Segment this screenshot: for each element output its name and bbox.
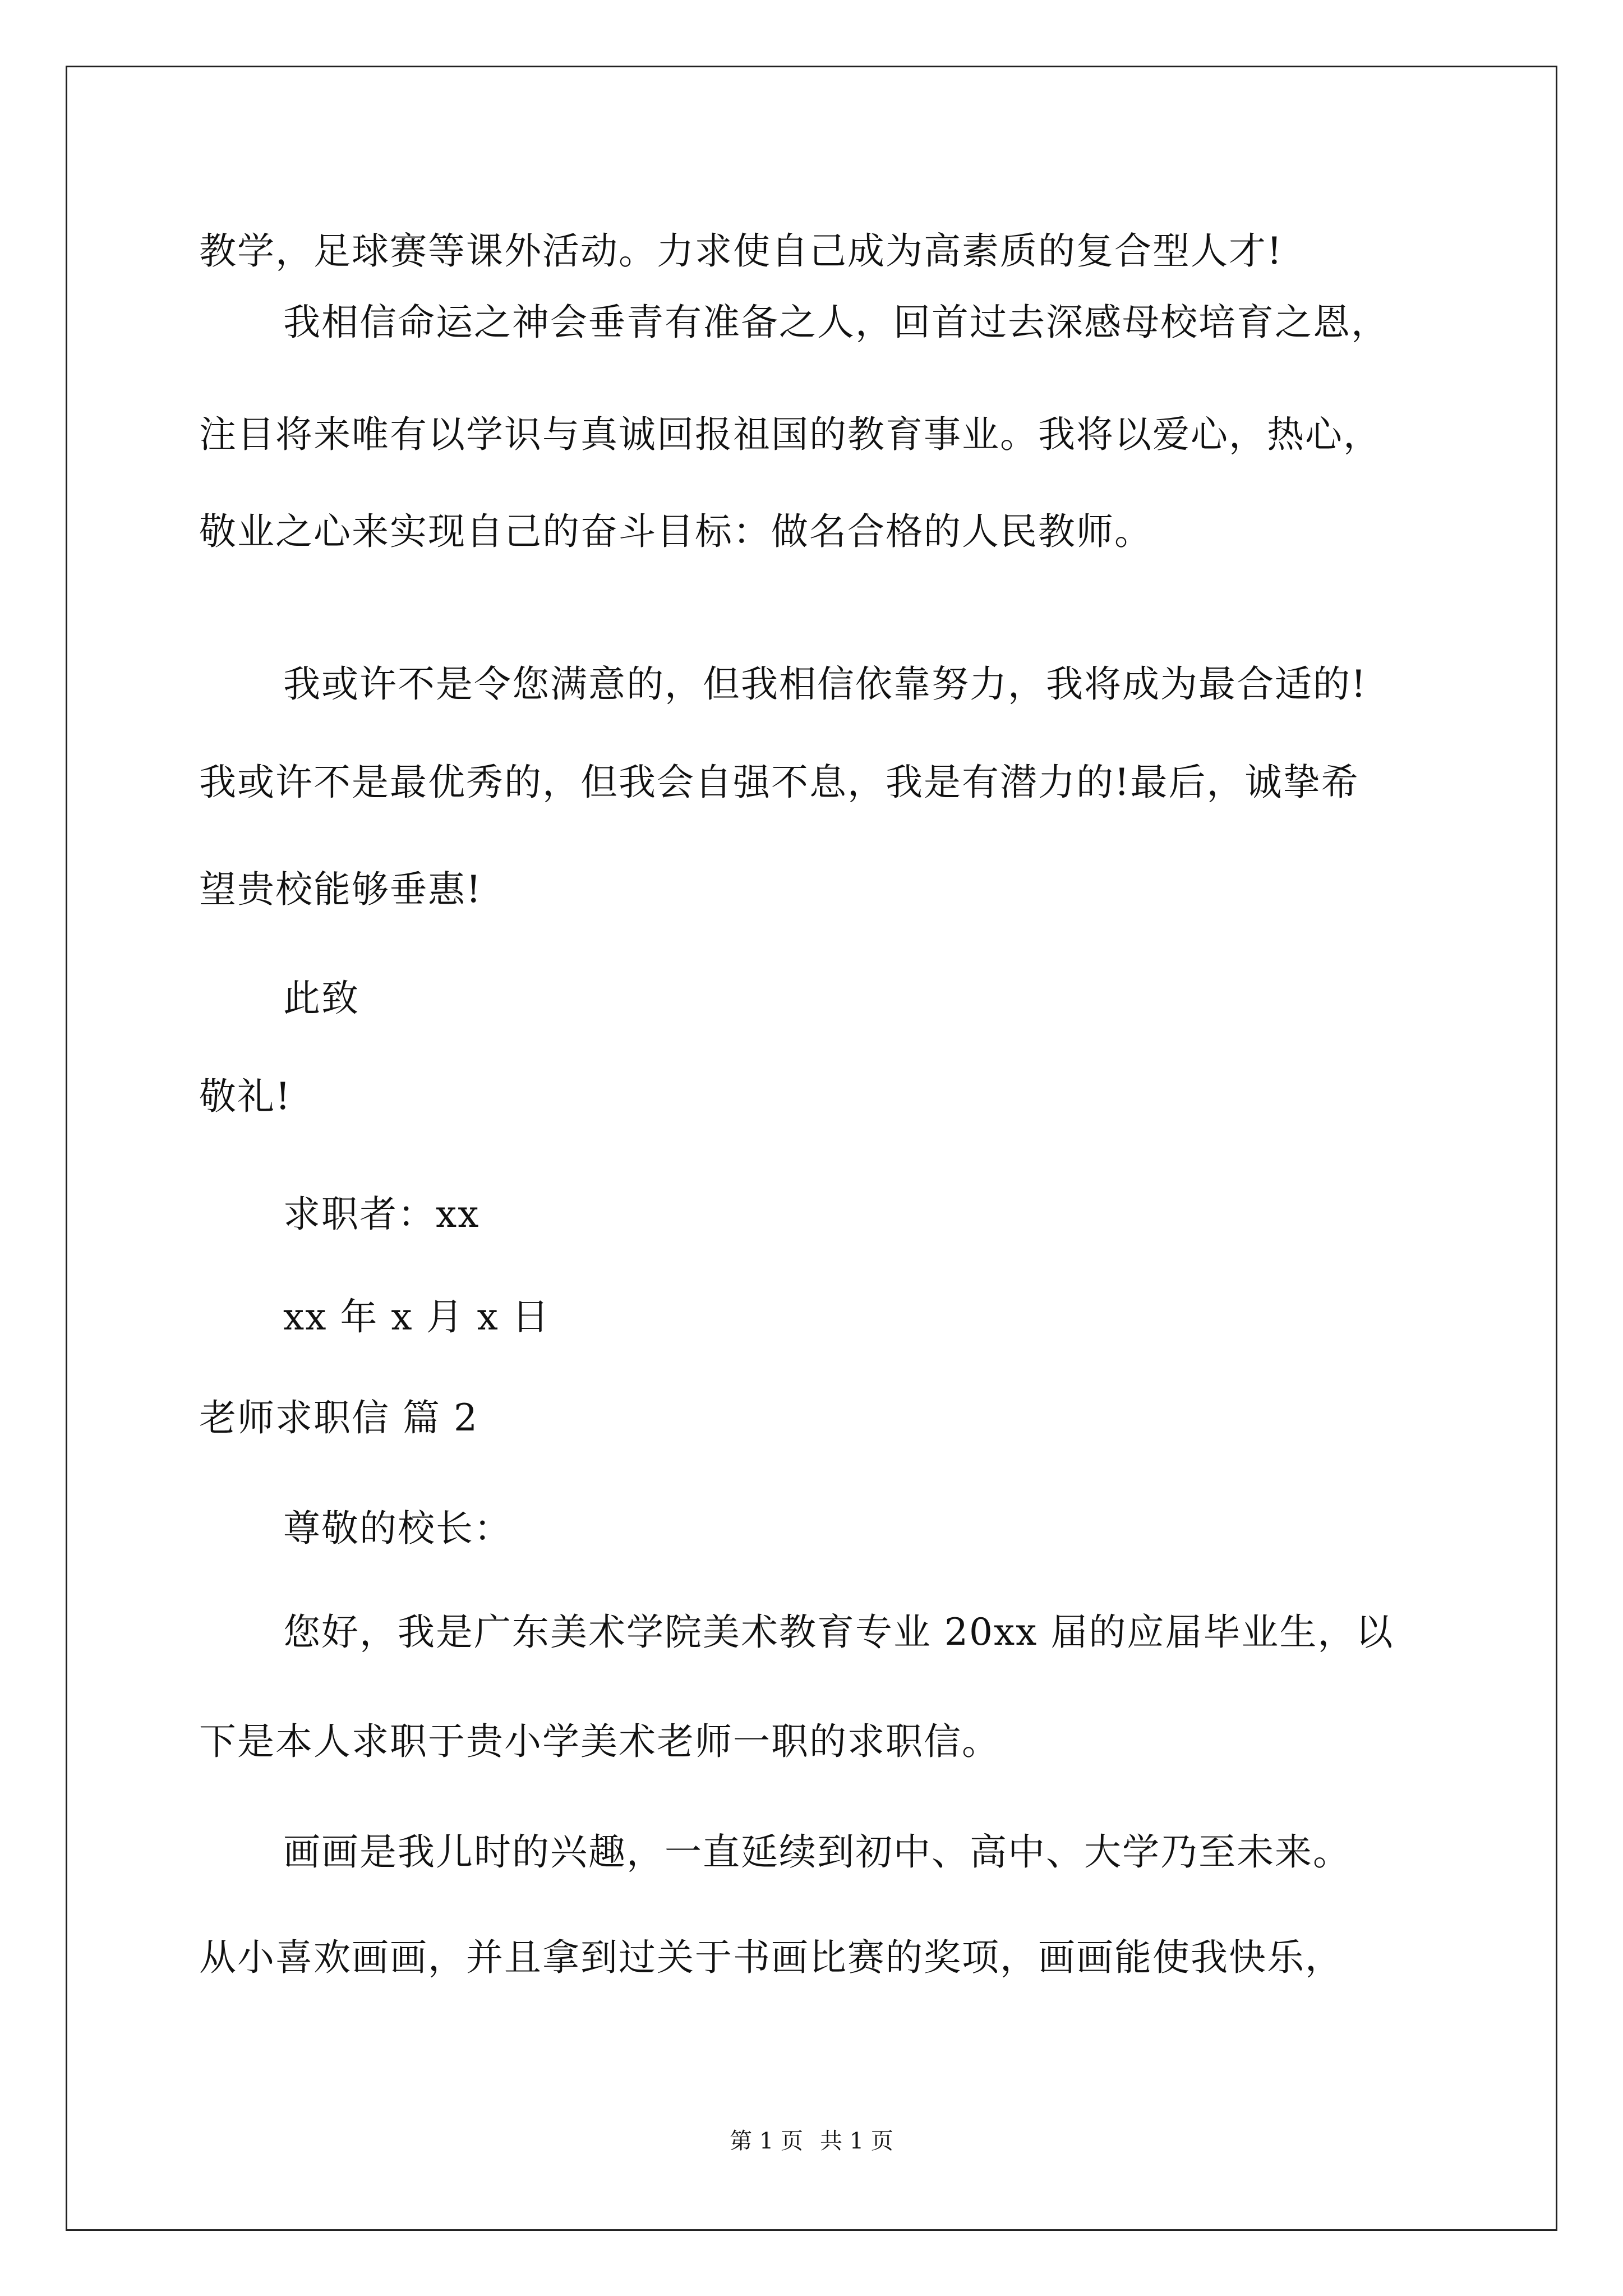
signature-line: 求职者：xx xyxy=(283,1193,480,1236)
text-line-4: 敬业之心来实现自己的奋斗目标：做名合格的人民教师。 xyxy=(199,510,1152,553)
greeting-line: 尊敬的校长： xyxy=(283,1507,512,1550)
page-footer xyxy=(0,2127,1623,2155)
text-line-17: 从小喜欢画画，并且拿到过关于书画比赛的奖项，画画能使我快乐， xyxy=(199,1936,1343,1979)
text-line-2: 我相信命运之神会垂青有准备之人，回首过去深感母校培育之恩， xyxy=(283,301,1389,344)
text-line-14: 您好，我是广东美术学院美术教育专业 20xx 届的应届毕业生，以 xyxy=(283,1611,1394,1654)
closing-salutation: 此致 xyxy=(283,977,359,1020)
text-line-6: 我或许不是最优秀的，但我会自强不息，我是有潜力的!最后，诚挚希 xyxy=(199,761,1359,804)
text-line-5: 我或许不是令您满意的，但我相信依靠努力，我将成为最合适的! xyxy=(283,662,1367,706)
text-line-15: 下是本人求职于贵小学美术老师一职的求职信。 xyxy=(199,1720,1000,1763)
date-line: xx 年 x 月 x 日 xyxy=(283,1295,550,1338)
page-total: 共 1 页 xyxy=(820,2128,893,2154)
page-number: 第 1 页 xyxy=(730,2128,803,2154)
section-heading: 老师求职信 篇 2 xyxy=(199,1396,478,1439)
text-line-3: 注目将来唯有以学识与真诚回报祖国的教育事业。我将以爱心，热心， xyxy=(199,413,1381,456)
text-line-16: 画画是我儿时的兴趣，一直延续到初中、高中、大学乃至未来。 xyxy=(283,1830,1351,1874)
page-border xyxy=(66,66,1557,2231)
text-line-7: 望贵校能够垂惠! xyxy=(199,868,482,911)
text-line-1: 教学，足球赛等课外活动。力求使自己成为高素质的复合型人才! xyxy=(199,229,1283,273)
closing-regards: 敬礼! xyxy=(199,1075,292,1118)
